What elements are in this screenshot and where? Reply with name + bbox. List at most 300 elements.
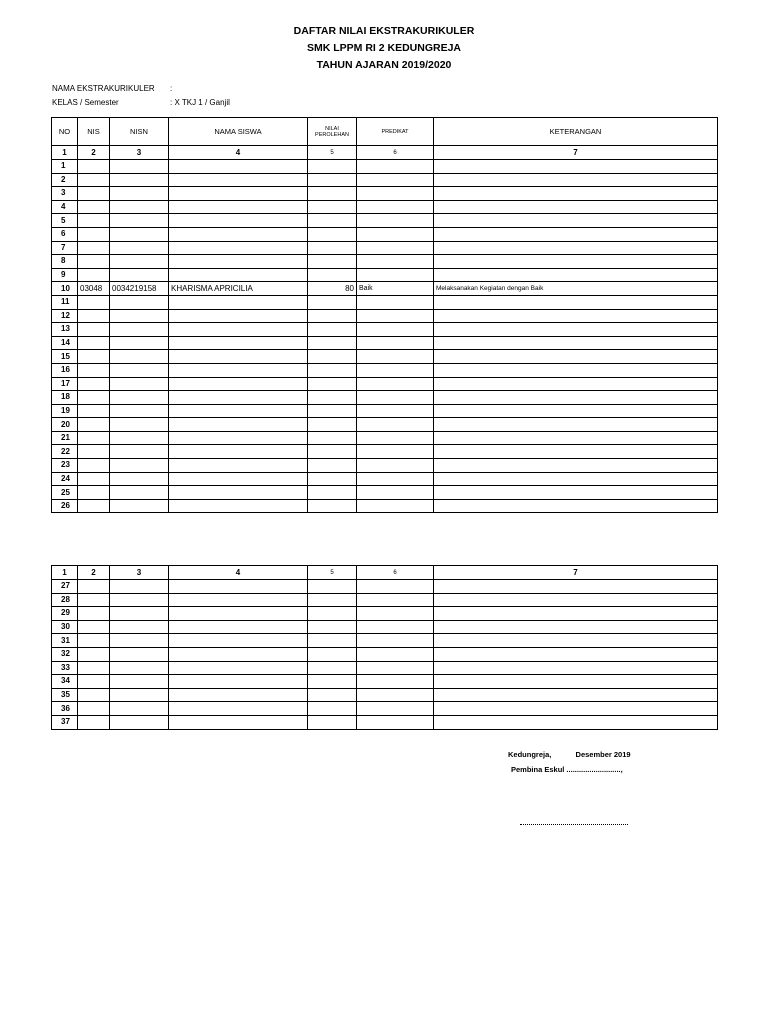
column-number-2: 2 [78,566,110,580]
row-nilai [308,445,357,459]
column-number-6: 6 [357,566,434,580]
row-nama-siswa [169,593,308,607]
row-nama-siswa [169,350,308,364]
row-nama-siswa [169,702,308,716]
row-nilai [308,580,357,594]
row-nis [78,472,110,486]
table-row [52,173,718,187]
row-no: 25 [52,486,78,500]
table-row [52,620,718,634]
table-row [52,377,718,391]
row-nis [78,255,110,269]
signature-role: Pembina Eskul .........................., [511,765,623,774]
row-nis [78,702,110,716]
table-row [52,486,718,500]
row-nama-siswa [169,336,308,350]
doc-title: DAFTAR NILAI EKSTRAKURIKULER [293,25,475,37]
row-keterangan [434,227,718,241]
row-nama-siswa [169,160,308,174]
row-predikat [357,688,434,702]
table-row [52,160,718,174]
row-nis [78,227,110,241]
row-no: 27 [52,580,78,594]
table-row [52,445,718,459]
row-no: 16 [52,363,78,377]
row-keterangan [434,580,718,594]
row-nisn [110,715,169,729]
row-nilai [308,241,357,255]
row-keterangan [434,445,718,459]
eskul-label: NAMA EKSTRAKURIKULER [52,84,155,93]
row-no: 18 [52,391,78,405]
row-predikat [357,580,434,594]
row-nama-siswa [169,187,308,201]
row-no: 36 [52,702,78,716]
eskul-row [52,84,172,93]
row-keterangan [434,431,718,445]
table-row [52,295,718,309]
row-nis [78,675,110,689]
row-nisn [110,241,169,255]
row-keterangan [434,268,718,282]
row-nisn [110,227,169,241]
row-keterangan: Melaksanakan Kegiatan dengan Baik [434,282,718,296]
row-predikat [357,214,434,228]
row-nilai [308,634,357,648]
row-nis [78,173,110,187]
row-nisn [110,431,169,445]
row-nama-siswa [169,418,308,432]
table-row [52,187,718,201]
row-nis: 03048 [78,282,110,296]
row-nisn [110,459,169,473]
row-nilai [308,431,357,445]
row-nama-siswa: KHARISMA APRICILIA [169,282,308,296]
table-row [52,715,718,729]
row-nis [78,499,110,513]
row-nisn [110,363,169,377]
row-nisn [110,268,169,282]
row-nilai [308,688,357,702]
row-nis [78,241,110,255]
row-predikat [357,715,434,729]
row-keterangan [434,241,718,255]
row-nilai [308,472,357,486]
row-nisn [110,620,169,634]
row-nisn [110,336,169,350]
row-no: 4 [52,200,78,214]
column-number-7: 7 [434,566,718,580]
row-no: 24 [52,472,78,486]
row-keterangan [434,647,718,661]
signature-place-date [508,750,631,759]
row-keterangan [434,377,718,391]
row-nisn [110,200,169,214]
row-nama-siswa [169,459,308,473]
row-nilai [308,214,357,228]
row-nisn [110,187,169,201]
row-predikat [357,255,434,269]
row-predikat [357,187,434,201]
row-nilai [308,200,357,214]
row-nis [78,607,110,621]
row-nilai [308,607,357,621]
row-nama-siswa [169,620,308,634]
header-nisn: NISN [110,118,169,146]
row-no: 29 [52,607,78,621]
table-row [52,391,718,405]
row-keterangan [434,200,718,214]
row-nis [78,404,110,418]
row-nisn [110,377,169,391]
column-number-5: 5 [308,146,357,160]
row-nis [78,431,110,445]
row-nisn [110,647,169,661]
row-nama-siswa [169,363,308,377]
row-nama-siswa [169,607,308,621]
row-nisn [110,634,169,648]
school-name: SMK LPPM RI 2 KEDUNGREJA [306,42,462,54]
row-predikat [357,607,434,621]
row-no: 12 [52,309,78,323]
column-number-3: 3 [110,146,169,160]
row-nama-siswa [169,227,308,241]
table-row [52,634,718,648]
row-predikat [357,350,434,364]
row-nama-siswa [169,200,308,214]
header-nilai-perolehan: NILAI PEROLEHAN [308,118,357,146]
row-nisn [110,688,169,702]
row-nis [78,580,110,594]
signature-line [520,818,628,825]
row-nis [78,187,110,201]
table-row [52,336,718,350]
row-predikat [357,323,434,337]
eskul-value: : [170,84,173,93]
table-row [52,472,718,486]
row-nama-siswa [169,634,308,648]
row-keterangan [434,350,718,364]
row-nilai [308,715,357,729]
row-predikat [357,391,434,405]
row-predikat [357,309,434,323]
row-no: 9 [52,268,78,282]
row-nisn [110,323,169,337]
row-no: 19 [52,404,78,418]
row-predikat [357,702,434,716]
column-number-7: 7 [434,146,718,160]
row-nama-siswa [169,295,308,309]
column-number-4: 4 [169,146,308,160]
row-nilai [308,268,357,282]
row-keterangan [434,675,718,689]
row-keterangan [434,607,718,621]
row-nis [78,363,110,377]
row-nisn [110,580,169,594]
row-nis [78,620,110,634]
row-predikat [357,404,434,418]
row-keterangan [434,255,718,269]
row-no: 34 [52,675,78,689]
row-nis [78,214,110,228]
row-nis [78,593,110,607]
row-predikat [357,593,434,607]
row-nisn [110,255,169,269]
row-nis [78,200,110,214]
row-nama-siswa [169,499,308,513]
table-row [52,268,718,282]
row-no: 2 [52,173,78,187]
row-nisn [110,702,169,716]
row-predikat [357,472,434,486]
row-nis [78,268,110,282]
header-nama-siswa: NAMA SISWA [169,118,308,146]
header-no: NO [52,118,78,146]
row-nis [78,160,110,174]
row-nilai [308,173,357,187]
row-keterangan [434,309,718,323]
row-nisn [110,295,169,309]
row-no: 22 [52,445,78,459]
table-row [52,227,718,241]
row-nisn [110,173,169,187]
row-keterangan [434,688,718,702]
table-row [52,688,718,702]
row-nilai [308,323,357,337]
row-keterangan [434,702,718,716]
column-number-2: 2 [78,146,110,160]
row-nama-siswa [169,323,308,337]
table-row [52,200,718,214]
row-no: 5 [52,214,78,228]
row-nama-siswa [169,241,308,255]
row-nilai: 80 [308,282,357,296]
row-nis [78,715,110,729]
row-predikat [357,173,434,187]
column-number-1: 1 [52,146,78,160]
row-nilai [308,675,357,689]
row-nama-siswa [169,377,308,391]
row-keterangan [434,661,718,675]
row-nilai [308,309,357,323]
row-nis [78,661,110,675]
row-nilai [308,647,357,661]
row-nisn [110,593,169,607]
row-nama-siswa [169,309,308,323]
row-predikat [357,459,434,473]
row-no: 28 [52,593,78,607]
row-nilai [308,377,357,391]
column-number-row [52,566,718,580]
row-nis [78,377,110,391]
row-keterangan [434,634,718,648]
column-number-5: 5 [308,566,357,580]
column-number-row [52,146,718,160]
row-nilai [308,702,357,716]
row-keterangan [434,323,718,337]
row-predikat [357,661,434,675]
row-nisn [110,418,169,432]
row-nilai [308,620,357,634]
row-keterangan [434,472,718,486]
row-predikat [357,647,434,661]
row-nisn: 0034219158 [110,282,169,296]
header-predikat: PREDIKAT [357,118,434,146]
row-predikat [357,675,434,689]
row-nisn [110,499,169,513]
row-predikat: Baik [357,282,434,296]
row-nisn [110,391,169,405]
row-nisn [110,472,169,486]
row-keterangan [434,173,718,187]
row-nilai [308,187,357,201]
row-keterangan [434,459,718,473]
row-nilai [308,160,357,174]
row-nis [78,459,110,473]
row-keterangan [434,486,718,500]
row-predikat [357,160,434,174]
row-keterangan [434,295,718,309]
row-nis [78,634,110,648]
row-nama-siswa [169,391,308,405]
row-no: 31 [52,634,78,648]
table-row [52,647,718,661]
row-keterangan [434,715,718,729]
row-keterangan [434,620,718,634]
row-predikat [357,227,434,241]
row-nis [78,295,110,309]
row-nama-siswa [169,486,308,500]
row-no: 15 [52,350,78,364]
row-nisn [110,607,169,621]
row-nilai [308,418,357,432]
row-nama-siswa [169,255,308,269]
row-nis [78,486,110,500]
row-nama-siswa [169,647,308,661]
row-no: 37 [52,715,78,729]
row-nilai [308,227,357,241]
grades-table-page2 [51,565,718,730]
row-no: 1 [52,160,78,174]
column-number-6: 6 [357,146,434,160]
table-row [52,255,718,269]
row-predikat [357,431,434,445]
row-nama-siswa [169,431,308,445]
row-predikat [357,418,434,432]
row-nis [78,391,110,405]
table-row [52,459,718,473]
row-no: 21 [52,431,78,445]
row-nisn [110,404,169,418]
row-keterangan [434,214,718,228]
table-row [52,499,718,513]
table-row [52,350,718,364]
row-no: 10 [52,282,78,296]
row-nis [78,309,110,323]
table-row [52,431,718,445]
row-nilai [308,661,357,675]
row-keterangan [434,363,718,377]
row-nis [78,688,110,702]
row-nama-siswa [169,214,308,228]
row-nilai [308,255,357,269]
table-row [52,675,718,689]
row-no: 32 [52,647,78,661]
table-row [52,580,718,594]
row-keterangan [434,391,718,405]
row-keterangan [434,336,718,350]
row-no: 30 [52,620,78,634]
row-nisn [110,675,169,689]
header-nis: NIS [78,118,110,146]
row-nis [78,445,110,459]
table-row [52,661,718,675]
row-nis [78,418,110,432]
row-nilai [308,486,357,500]
table-row [52,214,718,228]
table-row [52,282,718,296]
row-predikat [357,634,434,648]
kelas-label: KELAS / Semester [52,98,119,107]
academic-year: TAHUN AJARAN 2019/2020 [316,59,452,71]
table-row [52,702,718,716]
table-row [52,593,718,607]
signature-place: Kedungreja, [508,750,552,759]
kelas-value: : X TKJ 1 / Ganjil [170,98,230,107]
column-number-3: 3 [110,566,169,580]
row-nama-siswa [169,675,308,689]
row-nisn [110,309,169,323]
row-nama-siswa [169,580,308,594]
row-keterangan [434,160,718,174]
row-nis [78,336,110,350]
row-keterangan [434,593,718,607]
row-nis [78,647,110,661]
row-predikat [357,499,434,513]
row-keterangan [434,187,718,201]
row-predikat [357,241,434,255]
table-row [52,241,718,255]
row-no: 11 [52,295,78,309]
row-no: 14 [52,336,78,350]
row-predikat [357,295,434,309]
row-keterangan [434,418,718,432]
row-predikat [357,620,434,634]
row-no: 6 [52,227,78,241]
table-row [52,363,718,377]
row-nilai [308,363,357,377]
row-nis [78,323,110,337]
table-row [52,418,718,432]
row-nama-siswa [169,472,308,486]
row-no: 23 [52,459,78,473]
table-row [52,404,718,418]
row-nilai [308,404,357,418]
grades-table-page1 [51,117,718,513]
row-nilai [308,593,357,607]
row-nisn [110,445,169,459]
row-no: 35 [52,688,78,702]
column-number-1: 1 [52,566,78,580]
row-no: 13 [52,323,78,337]
row-predikat [357,486,434,500]
header-keterangan: KETERANGAN [434,118,718,146]
row-nisn [110,661,169,675]
row-no: 33 [52,661,78,675]
row-no: 3 [52,187,78,201]
row-nis [78,350,110,364]
row-nilai [308,295,357,309]
